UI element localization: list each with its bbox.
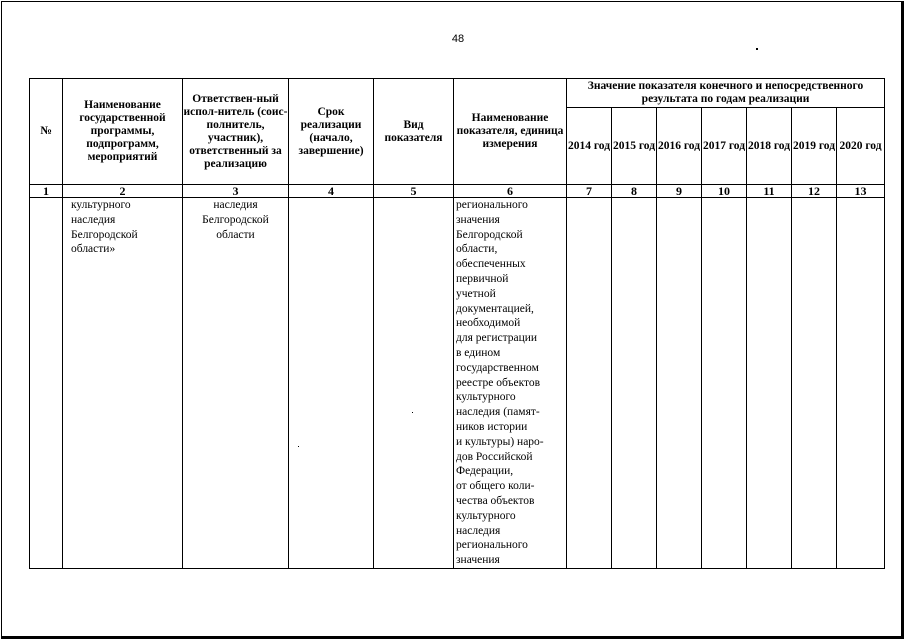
header-responsible: Ответствен-ный испол-нитель (соис-полнитель, участник), ответственный за реализацию xyxy=(183,79,289,185)
program-name-text: культурного наследия Белгородской области» xyxy=(71,199,138,256)
header-year: 2019 год xyxy=(792,108,837,185)
header-program-name: Наименование государственной программы, подпрограмм, мероприятий xyxy=(63,79,183,185)
column-number: 13 xyxy=(837,185,885,198)
cell-value-2016 xyxy=(657,198,702,569)
cell-value-2014 xyxy=(567,198,612,569)
column-number: 7 xyxy=(567,185,612,198)
header-indicator-name: Наименование показателя, единица измерения xyxy=(454,79,567,185)
header-year: 2014 год xyxy=(567,108,612,185)
scan-speck xyxy=(756,48,758,50)
column-numbers-row xyxy=(30,185,885,198)
column-number: 3 xyxy=(183,185,289,198)
cell-indicator-name xyxy=(454,198,567,569)
column-number: 5 xyxy=(374,185,454,198)
column-number: 6 xyxy=(454,185,567,198)
header-year: 2017 год xyxy=(702,108,747,185)
cell-program-name xyxy=(63,198,183,569)
indicator-name-text: регионального значения Белгородской области, обеспеченных первичной учетной документацией, необходимой для регистрации в едином государственном реестре объектов культурного наследия (памят- ников истории и культуры) наро- дов Российской Федерации, от общего коли- чества объектов культурного наследия регионального значения xyxy=(456,199,544,567)
column-number: 12 xyxy=(792,185,837,198)
header-number: № xyxy=(30,79,63,185)
column-number: 9 xyxy=(657,185,702,198)
cell-value-2018 xyxy=(747,198,792,569)
header-year: 2020 год xyxy=(837,108,885,185)
header-values-group: Значение показателя конечного и непосредственного результата по годам реализации xyxy=(567,79,885,108)
header-year: 2016 год xyxy=(657,108,702,185)
cell-value-2015 xyxy=(612,198,657,569)
column-number: 1 xyxy=(30,185,63,198)
cell-responsible xyxy=(183,198,289,569)
cell-term xyxy=(289,198,374,569)
cell-value-2017 xyxy=(702,198,747,569)
page-number: 48 xyxy=(451,33,465,45)
header-year: 2015 год xyxy=(612,108,657,185)
cell-number xyxy=(30,198,63,569)
header-term: Срок реализации (начало, завершение) xyxy=(289,79,374,185)
header-indicator-type: Вид показателя xyxy=(374,79,454,185)
column-number: 8 xyxy=(612,185,657,198)
header-row xyxy=(30,79,885,108)
column-number: 11 xyxy=(747,185,792,198)
table-row xyxy=(30,198,885,569)
cell-indicator-type xyxy=(374,198,454,569)
cell-value-2020 xyxy=(837,198,885,569)
column-number: 10 xyxy=(702,185,747,198)
indicator-table xyxy=(29,78,885,569)
responsible-text: наследия Белгородской области xyxy=(202,199,269,241)
column-number: 2 xyxy=(63,185,183,198)
cell-value-2019 xyxy=(792,198,837,569)
column-number: 4 xyxy=(289,185,374,198)
header-year: 2018 год xyxy=(747,108,792,185)
